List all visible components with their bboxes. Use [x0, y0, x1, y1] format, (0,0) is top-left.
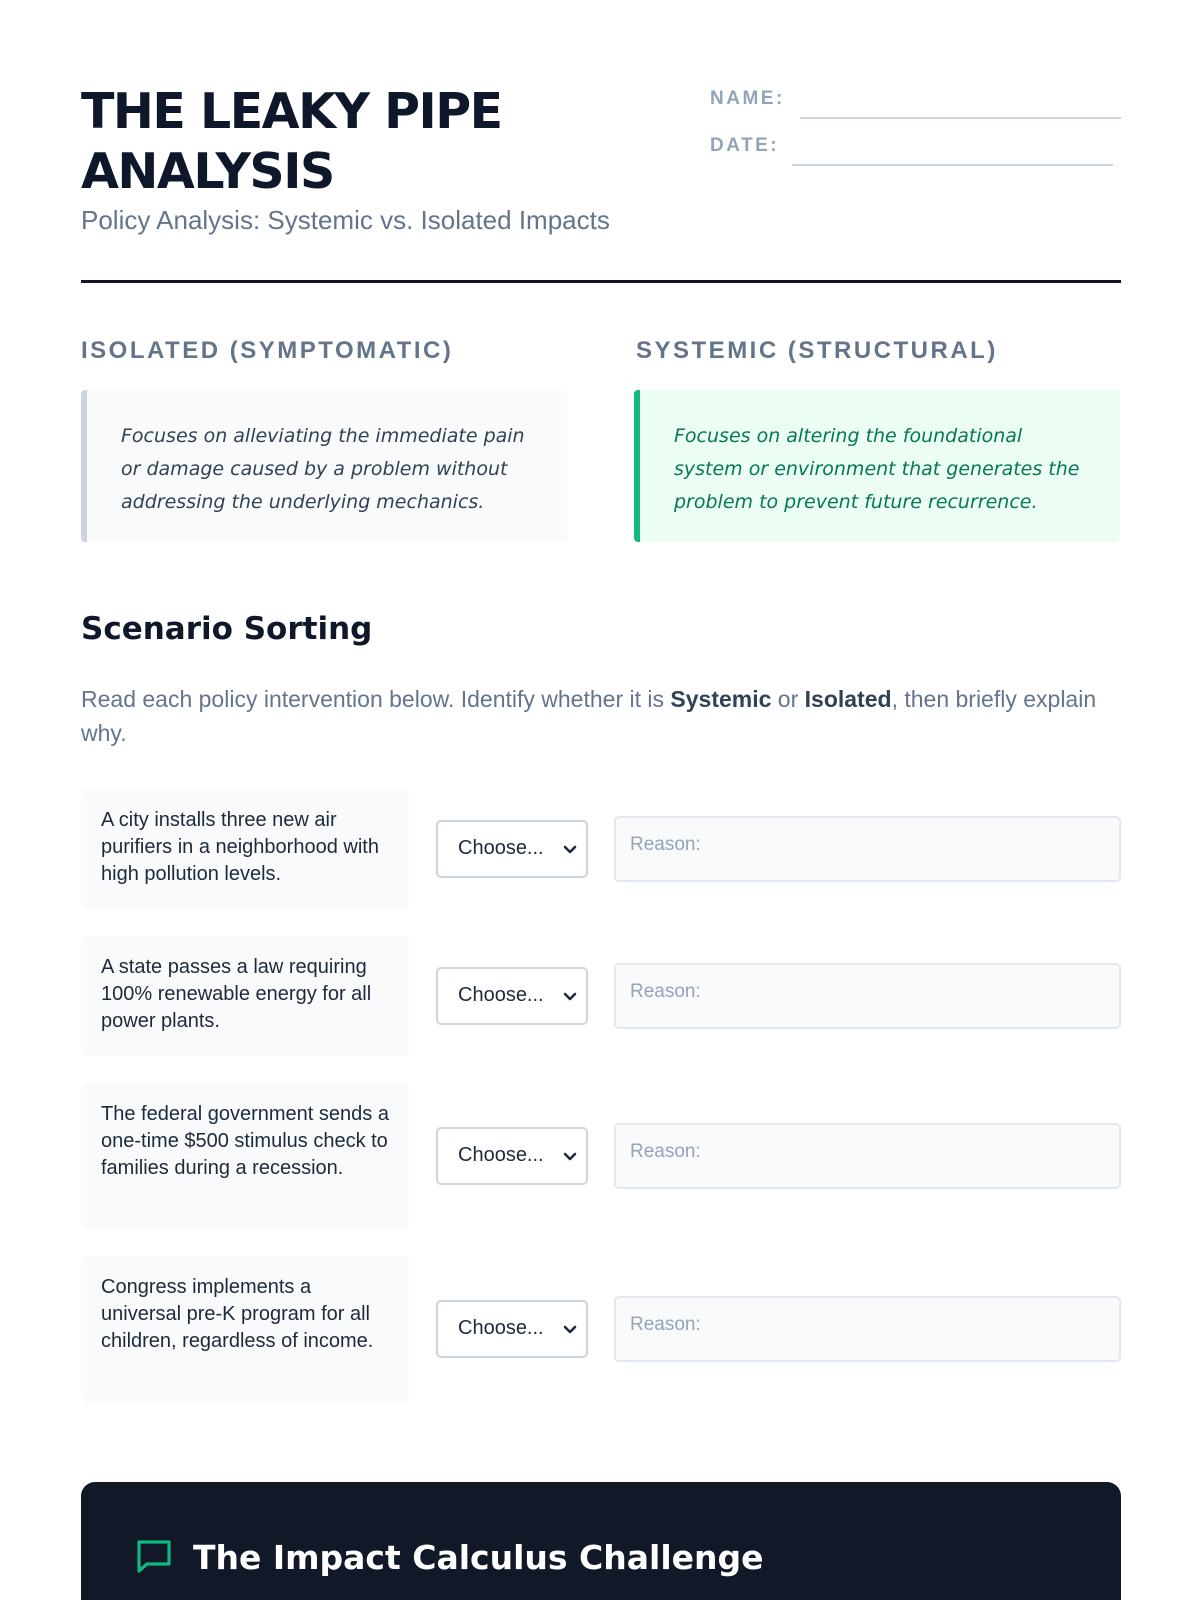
impact-challenge-panel	[81, 1482, 1121, 1600]
chevron-down-icon	[561, 988, 579, 1006]
systemic-definition-text: Focuses on altering the foundational system or environment that generates the problem to prevent future recurrence.	[674, 425, 1080, 513]
reason-placeholder: Reason:	[630, 981, 701, 1002]
chevron-down-icon	[561, 1321, 579, 1339]
message-square-icon	[135, 1538, 173, 1574]
scenario-text-box	[81, 789, 409, 909]
date-field	[710, 127, 1121, 167]
reason-placeholder: Reason:	[630, 1314, 701, 1335]
reason-placeholder: Reason:	[630, 1141, 701, 1162]
instructions-text: Read each policy intervention below. Identify whether it is	[81, 686, 671, 712]
worksheet-header	[81, 80, 1121, 280]
date-label: DATE:	[710, 135, 780, 156]
classification-select[interactable]	[436, 1300, 588, 1358]
scenario-text: The federal government sends a one-time $500 stimulus check to families during a recession.	[101, 1103, 389, 1179]
chevron-down-icon	[561, 1148, 579, 1166]
classification-select[interactable]	[436, 967, 588, 1025]
select-value: Choose...	[458, 837, 544, 859]
page-subtitle: Policy Analysis: Systemic vs. Isolated Impacts	[81, 205, 610, 235]
scenario-text: Congress implements a universal pre-K program for all children, regardless of income.	[101, 1276, 374, 1352]
isolated-heading: ISOLATED (SYMPTOMATIC)	[81, 337, 454, 364]
scenario-text: A state passes a law requiring 100% renewable energy for all power plants.	[101, 956, 372, 1032]
isolated-definition-text: Focuses on alleviating the immediate pain or damage caused by a problem without addressing the underlying mechanics.	[121, 425, 525, 513]
systemic-heading: SYSTEMIC (STRUCTURAL)	[636, 337, 998, 364]
page-title: THE LEAKY PIPE ANALYSIS	[81, 83, 502, 200]
reason-input[interactable]	[614, 1296, 1121, 1362]
scenario-text-box	[81, 1256, 409, 1402]
section-title: Scenario Sorting	[81, 611, 373, 647]
reason-placeholder: Reason:	[630, 834, 701, 855]
classification-select[interactable]	[436, 1127, 588, 1185]
instructions-systemic: Systemic	[670, 686, 772, 712]
classification-select[interactable]	[436, 820, 588, 878]
instructions-isolated: Isolated	[804, 686, 892, 712]
instructions-end: , then briefly explain why.	[81, 686, 1097, 746]
select-value: Choose...	[458, 1144, 544, 1166]
name-field	[710, 80, 1121, 120]
select-value: Choose...	[458, 984, 544, 1006]
header-divider	[81, 280, 1121, 283]
date-input-line[interactable]	[792, 164, 1113, 166]
name-input-line[interactable]	[800, 117, 1121, 119]
reason-input[interactable]	[614, 963, 1121, 1029]
instructions-or: or	[771, 686, 805, 712]
name-label: NAME:	[710, 88, 785, 109]
scenario-text-box	[81, 1083, 409, 1229]
instructions	[81, 682, 1121, 750]
scenario-text-box	[81, 936, 409, 1056]
reason-input[interactable]	[614, 1123, 1121, 1189]
systemic-definition-box	[634, 390, 1120, 542]
isolated-definition-box	[81, 390, 567, 542]
challenge-title: The Impact Calculus Challenge	[193, 1538, 764, 1577]
reason-input[interactable]	[614, 816, 1121, 882]
chevron-down-icon	[561, 841, 579, 859]
scenario-text: A city installs three new air purifiers in a neighborhood with high pollution levels.	[101, 809, 379, 885]
select-value: Choose...	[458, 1317, 544, 1339]
